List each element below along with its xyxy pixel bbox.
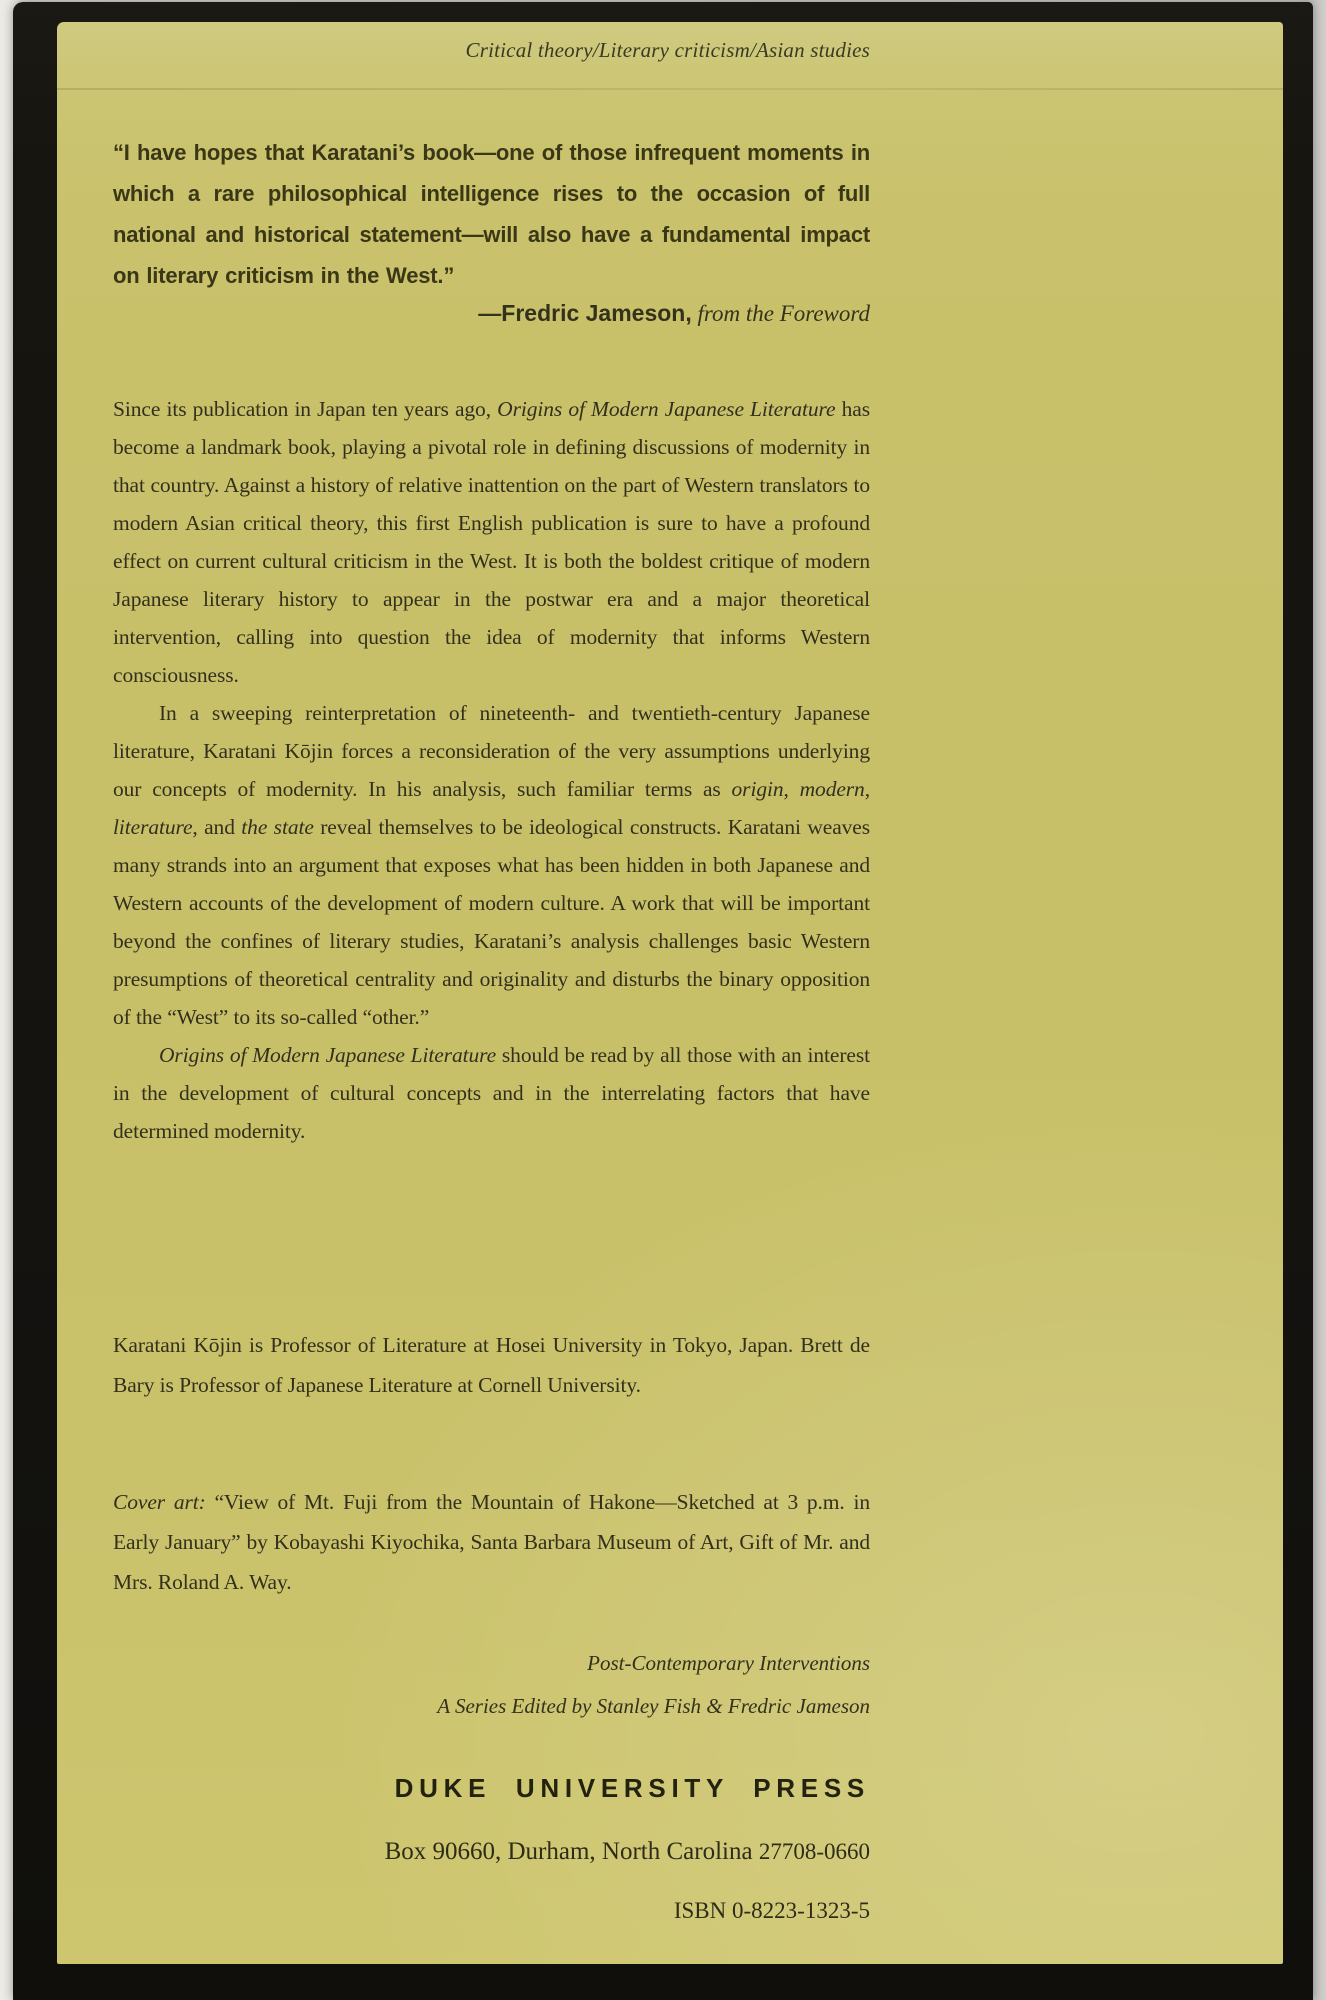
quote-attribution [113,300,870,327]
book-back-cover [13,2,1313,2000]
cover-art-credit [113,1482,870,1602]
text-run: , [864,777,870,801]
text-run: should be read by all those with an interest in the development of cultural concepts and in the interrelating factors that have determined modernity. [113,1043,870,1143]
description-paragraph-2 [113,694,870,1036]
term-modern: modern [799,777,865,801]
isbn: ISBN 0-8223-1323-5 [673,1898,870,1923]
endorsement-quote: “I have hopes that Karatani’s book—one of those infrequent moments in which a rare philosophical intelligence rises to the occasion of full national and historical statement—will also have a fundamental impact on literary criticism in the West.” [113,140,870,288]
attribution-name: —Fredric Jameson, [478,300,692,326]
cover-crease [57,88,1283,90]
book-description [113,390,870,1150]
term-literature: literature [113,815,193,839]
text-run: reveal themselves to be ideological constructs. Karatani weaves many strands into an argument that exposes what has been hidden in both Japanese and Western accounts of the development of modern culture. A work that will be important beyond the confines of literary studies, Karatani’s analysis challenges basic Western presumptions of theoretical centrality and originality and disturbs the binary opposition of the “West” to its so-called “other.” [113,815,870,1029]
author-bio: Karatani Kōjin is Professor of Literature at Hosei University in Tokyo, Japan. Brett de Bary is Professor of Japanese Literature at Cornell University. [113,1333,870,1397]
category-line: Critical theory/Literary criticism/Asian studies [465,38,870,62]
text-run: has become a landmark book, playing a pivotal role in defining discussions of modernity in that country. Against a history of relative inattention on the part of Western translators to modern Asian critical theory, this first English publication is sure to have a profound effect on current cultural criticism in the West. It is both the boldest critique of modern Japanese literary history to appear in the postwar era and a major theoretical intervention, calling into question the idea of modernity that informs Western consciousness. [113,397,871,687]
description-paragraph-3 [113,1036,870,1150]
text-run: , [783,777,800,801]
description-paragraph-1 [113,390,870,694]
term-origin: origin [731,777,784,801]
cover-art-text: “View of Mt. Fuji from the Mountain of Hakone—Sketched at 3 p.m. in Early January” by Kobayashi Kiyochika, Santa Barbara Museum of Art, Gift of Mr. and Mrs. Roland A. Way. [113,1490,870,1594]
attribution-source: from the Foreword [697,301,870,326]
book-title-italic: Origins of Modern Japanese Literature [497,397,836,421]
cover-art-label: Cover art: [113,1490,206,1514]
text-run: In a sweeping reinterpretation of nineteenth- and twentieth-century Japanese literature, Karatani Kōjin forces a reconsideration of the very assumptions underlying our concepts of modernity. In his analysis, such familiar terms as [113,701,870,801]
text-run: , and [192,815,242,839]
series-editors: A Series Edited by Stanley Fish & Fredric Jameson [437,1694,870,1718]
cover-surface [57,22,1283,1964]
address-text: Box 90660, Durham, North Carolina [384,1838,759,1865]
book-title-italic: Origins of Modern Japanese Literature [159,1043,497,1067]
series-name: Post-Contemporary Interventions [587,1651,870,1675]
term-the-state: the state [241,815,314,839]
publisher-address [113,1838,870,1866]
publisher-name: DUKE UNIVERSITY PRESS [394,1773,870,1803]
text-run: Since its publication in Japan ten years ago, [113,397,498,421]
series-info [113,1642,870,1728]
address-zip: 27708-0660 [758,1839,870,1864]
